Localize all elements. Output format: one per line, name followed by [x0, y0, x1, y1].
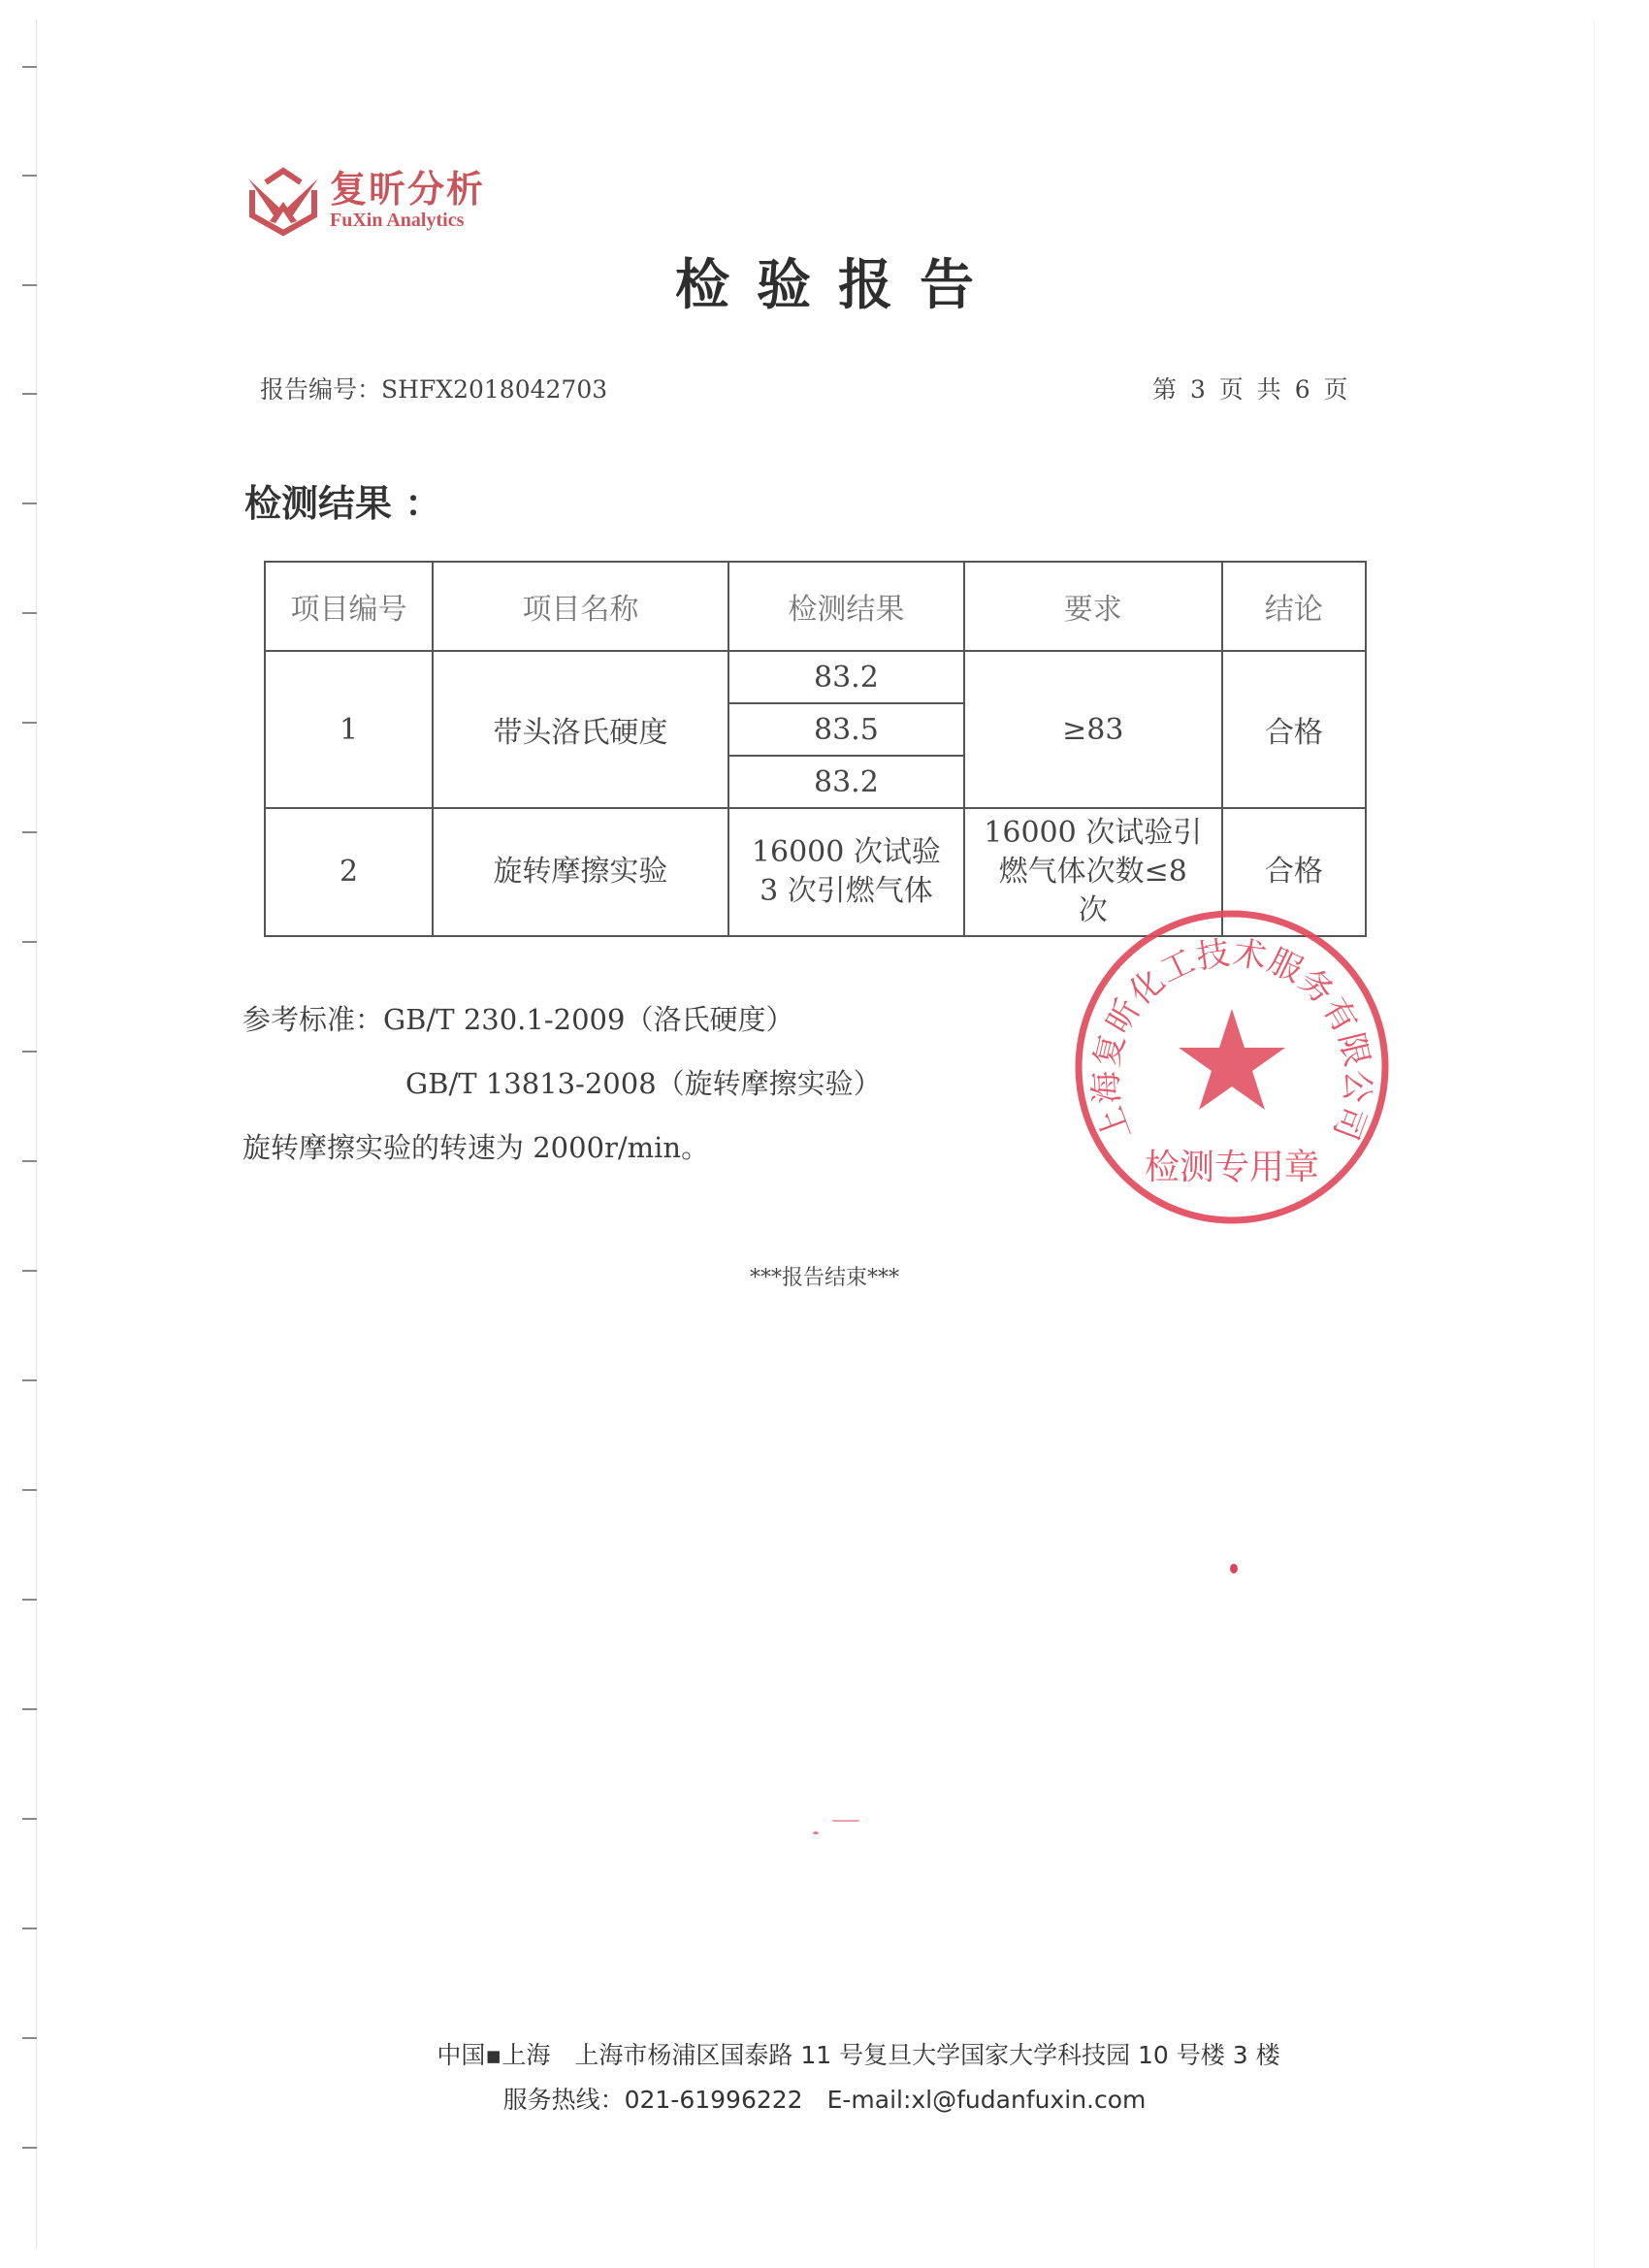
cell-item-no: 1 [265, 651, 433, 808]
binding-mark [22, 1160, 37, 1162]
section-title: 检测结果 ： [244, 482, 442, 525]
binding-mark [22, 1051, 37, 1053]
report-number-label: 报告编号： [260, 375, 382, 404]
cell-conclusion: 合格 [1222, 651, 1366, 808]
cell-result: 83.2 [728, 651, 964, 703]
reference-standard: GB/T 230.1-2009（洛氏硬度） [383, 1003, 794, 1036]
reference-standard: GB/T 13813-2008（旋转摩擦实验） [405, 1067, 882, 1100]
reference-standards [242, 988, 882, 1180]
footer-contact: 服务热线：021-61996222 E-mail:xl@fudanfuxin.com [502, 2086, 1147, 2114]
official-seal-stamp [1067, 902, 1397, 1232]
binding-mark [22, 502, 37, 504]
binding-mark [22, 1489, 37, 1491]
report-number-value: SHFX2018042703 [381, 375, 608, 404]
cell-requirement: ≥83 [964, 651, 1222, 808]
binding-mark [22, 393, 37, 395]
report-end-mark: ***报告结束*** [749, 1266, 899, 1290]
page-footer [0, 2033, 1649, 2122]
seal-company-name: 上海复昕化工技术服务有限公司 [1086, 933, 1377, 1147]
seal-purpose: 检测专用章 [1144, 1148, 1320, 1187]
requirement-line: 燃气体次数≤8 [998, 855, 1187, 889]
ink-speck [832, 1820, 859, 1822]
ink-speck [1230, 1564, 1238, 1573]
binding-mark [22, 612, 37, 614]
binding-mark [22, 1818, 37, 1820]
requirement-line: 16000 次试验引 [984, 816, 1203, 850]
result-line: 3 次引燃气体 [760, 874, 933, 908]
footer-address: 中国▪上海 上海市杨浦区国泰路 11 号复旦大学国家大学科技园 10 号楼 3 楼 [436, 2041, 1280, 2069]
table-row [265, 651, 1366, 703]
header-result: 检测结果 [728, 562, 964, 651]
cell-item-name: 旋转摩擦实验 [433, 808, 728, 936]
binding-mark [22, 1708, 37, 1710]
result-line: 16000 次试验 [751, 835, 941, 869]
binding-mark [22, 831, 37, 833]
cell-item-no: 2 [265, 808, 433, 936]
star-icon [1179, 1009, 1285, 1110]
binding-mark [22, 1599, 37, 1601]
header-item-name: 项目名称 [433, 562, 728, 651]
header-item-no: 项目编号 [265, 562, 433, 651]
binding-mark [22, 1928, 37, 1929]
logo-name-en: FuXin Analytics [330, 210, 465, 231]
cell-conclusion: 合格 [1222, 808, 1366, 936]
binding-mark [22, 175, 37, 177]
results-table [264, 561, 1367, 937]
company-logo [244, 161, 485, 239]
logo-name-cn: 复昕分析 [330, 168, 486, 211]
binding-mark [22, 66, 37, 68]
page-edge [1594, 19, 1595, 2268]
fuxin-emblem-icon [244, 161, 322, 239]
binding-mark [22, 941, 37, 943]
cell-result: 83.5 [728, 703, 964, 756]
cell-item-name: 带头洛氏硬度 [433, 651, 728, 808]
report-number [260, 371, 607, 405]
ink-speck [813, 1831, 819, 1834]
binding-line [36, 19, 37, 2249]
header-conclusion: 结论 [1222, 562, 1366, 651]
page-indicator: 第 3 页 共 6 页 [1152, 375, 1348, 404]
binding-mark [22, 722, 37, 724]
table-header-row [265, 562, 1366, 651]
reference-label: 参考标准： [242, 1003, 384, 1036]
cell-result [728, 808, 964, 936]
test-note: 旋转摩擦实验的转速为 2000r/min。 [242, 1131, 710, 1164]
cell-result: 83.2 [728, 756, 964, 808]
binding-mark [22, 1379, 37, 1381]
document-title: 检验报告 [675, 254, 1001, 317]
header-requirement: 要求 [964, 562, 1222, 651]
binding-mark [22, 2147, 37, 2149]
requirement-line: 次 [1078, 893, 1108, 927]
reference-line-1 [242, 988, 882, 1052]
